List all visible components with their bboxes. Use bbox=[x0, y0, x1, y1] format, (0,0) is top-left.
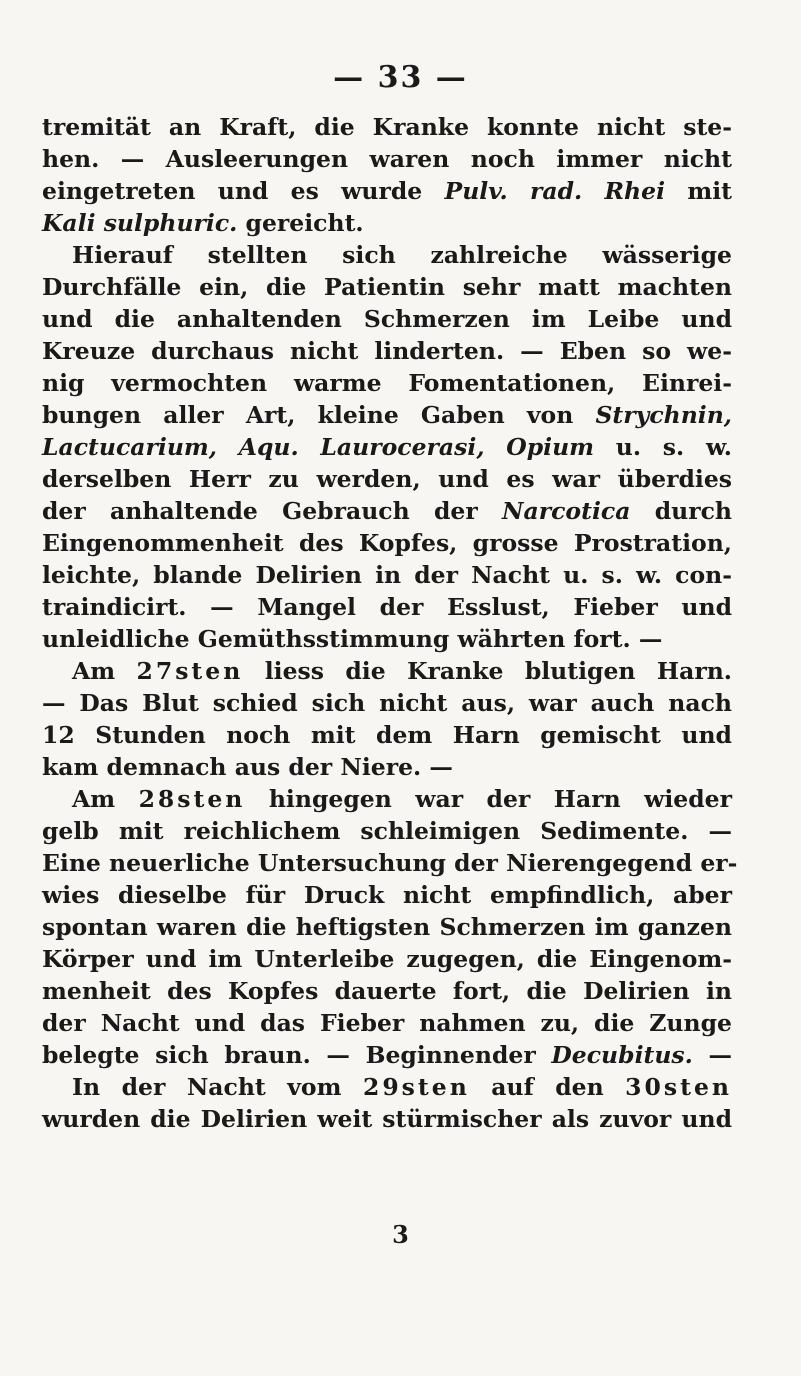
text-line: Körper und im Unterleibe zugegen, die Eingenom- bbox=[42, 945, 732, 973]
drug-name: Pulv. rad. Rhei bbox=[444, 177, 666, 205]
text-line: hen. — Ausleerungen waren noch immer nicht bbox=[42, 145, 732, 173]
drug-name: Strychnin, bbox=[595, 401, 732, 429]
text-line: 12 Stunden noch mit dem Harn gemischt und bbox=[42, 721, 732, 749]
text-line: Eine neuerliche Untersuchung der Nierengegend er- bbox=[42, 849, 738, 877]
text-line: Am 28sten hingegen war der Harn wieder bbox=[72, 785, 732, 813]
text-line: Durchfälle ein, die Patientin sehr matt machten bbox=[42, 273, 732, 301]
text-line: Kali sulphuric. gereicht. bbox=[42, 209, 364, 237]
text-line: belegte sich braun. — Beginnender Decubitus. — bbox=[42, 1041, 733, 1069]
text-line: Hierauf stellten sich zahlreiche wässerige bbox=[72, 241, 732, 269]
text-line: wies dieselbe für Druck nicht empfindlich, aber bbox=[42, 881, 732, 909]
signature-mark: 3 bbox=[392, 1220, 409, 1249]
text-line: derselben Herr zu werden, und es war überdies bbox=[42, 465, 732, 493]
text-line: wurden die Delirien weit stürmischer als zuvor und bbox=[42, 1105, 732, 1133]
text-line: Kreuze durchaus nicht linderten. — Eben so we- bbox=[42, 337, 732, 365]
drug-name: Lactucarium, Aqu. Laurocerasi, Opium bbox=[42, 433, 595, 461]
diagnosis-term: Decubitus. bbox=[551, 1041, 693, 1069]
page-number: — 33 — bbox=[333, 60, 468, 95]
text-line: der anhaltende Gebrauch der Narcotica durch bbox=[42, 497, 732, 525]
date-spaced: 29sten bbox=[362, 1073, 470, 1101]
text-line: — Das Blut schied sich nicht aus, war auch nach bbox=[42, 689, 732, 717]
drug-name: Kali sulphuric. bbox=[42, 209, 238, 237]
text-line: In der Nacht vom 29sten auf den 30sten bbox=[72, 1073, 732, 1101]
date-spaced: 27sten bbox=[136, 657, 244, 685]
text-line: leichte, blande Delirien in der Nacht u. s. w. con- bbox=[42, 561, 732, 589]
text-line: gelb mit reichlichem schleimigen Sedimente. — bbox=[42, 817, 732, 845]
text-line: menheit des Kopfes dauerte fort, die Delirien in bbox=[42, 977, 732, 1005]
text-line: bungen aller Art, kleine Gaben von Strychnin, bbox=[42, 401, 732, 429]
date-spaced: 30sten bbox=[625, 1073, 732, 1101]
text-line: Lactucarium, Aqu. Laurocerasi, Opium u. s. w. bbox=[42, 433, 732, 461]
text-line: und die anhaltenden Schmerzen im Leibe und bbox=[42, 305, 732, 333]
text-line: kam demnach aus der Niere. — bbox=[42, 753, 453, 781]
text-line: spontan waren die heftigsten Schmerzen im ganzen bbox=[42, 913, 732, 941]
text-line: tremität an Kraft, die Kranke konnte nicht ste- bbox=[42, 113, 732, 141]
body-text bbox=[42, 111, 738, 1135]
text-line: der Nacht und das Fieber nahmen zu, die Zunge bbox=[42, 1009, 732, 1037]
drug-name: Narcotica bbox=[502, 497, 631, 525]
text-line: traindicirt. — Mangel der Esslust, Fieber und bbox=[42, 593, 732, 621]
text-line: nig vermochten warme Fomentationen, Einrei- bbox=[42, 369, 732, 397]
text-line: Eingenommenheit des Kopfes, grosse Prostration, bbox=[42, 529, 732, 557]
date-spaced: 28sten bbox=[138, 785, 246, 813]
text-line: Am 27sten liess die Kranke blutigen Harn. bbox=[72, 657, 732, 685]
text-line: unleidliche Gemüthsstimmung währten fort. — bbox=[42, 625, 663, 653]
text-line: eingetreten und es wurde Pulv. rad. Rhei mit bbox=[42, 177, 732, 205]
